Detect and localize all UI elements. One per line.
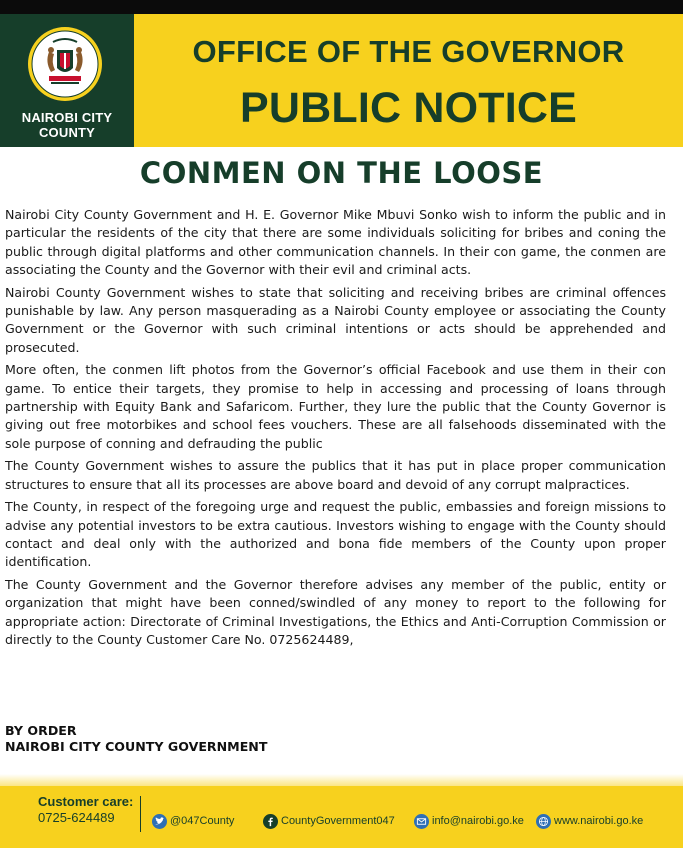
logo-panel [0,14,134,147]
email-address: info@nairobi.go.ke [432,815,524,827]
facebook-contact[interactable] [263,812,395,830]
twitter-icon [152,814,167,829]
twitter-contact[interactable] [152,812,234,830]
facebook-icon [263,814,278,829]
signoff-government: NAIROBI CITY COUNTY GOVERNMENT [5,739,268,754]
county-name-line2: COUNTY [38,125,96,140]
globe-icon [536,814,551,829]
notice-page [0,14,683,848]
signoff [5,723,405,755]
paragraph-1: Nairobi City County Government and H. E. Governor Mike Mbuvi Sonko wish to inform the public and in particular the residents of the city that there are some individuals soliciting for bribes and coning the public through digital platforms and other communication channels. In their con game, the conmen are associating the County and the Governor with their evil and criminal acts. [5,207,666,278]
paragraph-3: More often, the conmen lift photos from the Governor’s official Facebook and use them in their con game. To entice their targets, they promise to help in accessing and processing of loans through partnership with Equity Bank and Safaricom. Further, they lure the public that the County Governor is giving out free motorbikes and school fees vouchers. These are all falsehoods disseminated with the sole purpose of conning and defrauding the public [5,362,666,451]
footer [0,786,683,848]
county-name [0,110,134,140]
paragraph-4: The County Government wishes to assure the publics that it has put in place proper communication structures to ensure that all its processes are above board and devoid of any corrupt malpractices. [5,458,666,492]
paragraph-2: Nairobi County Government wishes to state that soliciting and receiving bribes are criminal offences punishable by law. Any person masquerading as a Nairobi County employee or associating the County Government or the Governor with such criminal intentions or acts should be apprehended and prosecuted. [5,284,666,355]
paragraph-6: The County Government and the Governor therefore advises any member of the public, entity or organization that might have been conned/swindled of any money to report to the following for appropriate action: Directorate of Criminal Investigations, the Ethics and Anti-Corruption Commission or directly to the County Customer Care No. 0725624489, [5,576,666,647]
coat-of-arms-icon [27,26,103,102]
customer-care [38,794,133,826]
customer-care-phone[interactable]: 0725-624489 [38,810,115,825]
twitter-handle: @047County [170,815,235,827]
footer-divider [140,796,141,832]
signoff-by-order: BY ORDER [5,723,77,738]
notice-title: PUBLIC NOTICE [239,84,578,132]
office-title: OFFICE OF THE GOVERNOR [192,34,625,69]
headline: CONMEN ON THE LOOSE [139,156,544,190]
customer-care-label: Customer care: [38,794,134,809]
facebook-page: CountyGovernment047 [281,815,395,827]
website-url: www.nairobi.go.ke [554,815,644,827]
email-icon [414,814,429,829]
website-contact[interactable] [536,812,643,830]
title-panel [134,14,683,147]
county-name-line1: NAIROBI CITY [21,110,113,125]
paragraph-5: The County, in respect of the foregoing urge and request the public, embassies and foreign missions to advise any potential investors to be extra cautious. Investors wishing to engage with the County should contact and deal only with the authorized and bona fide members of the County upon proper identification. [5,499,666,570]
email-contact[interactable] [414,812,524,830]
notice-body [5,206,666,653]
header [0,14,683,147]
